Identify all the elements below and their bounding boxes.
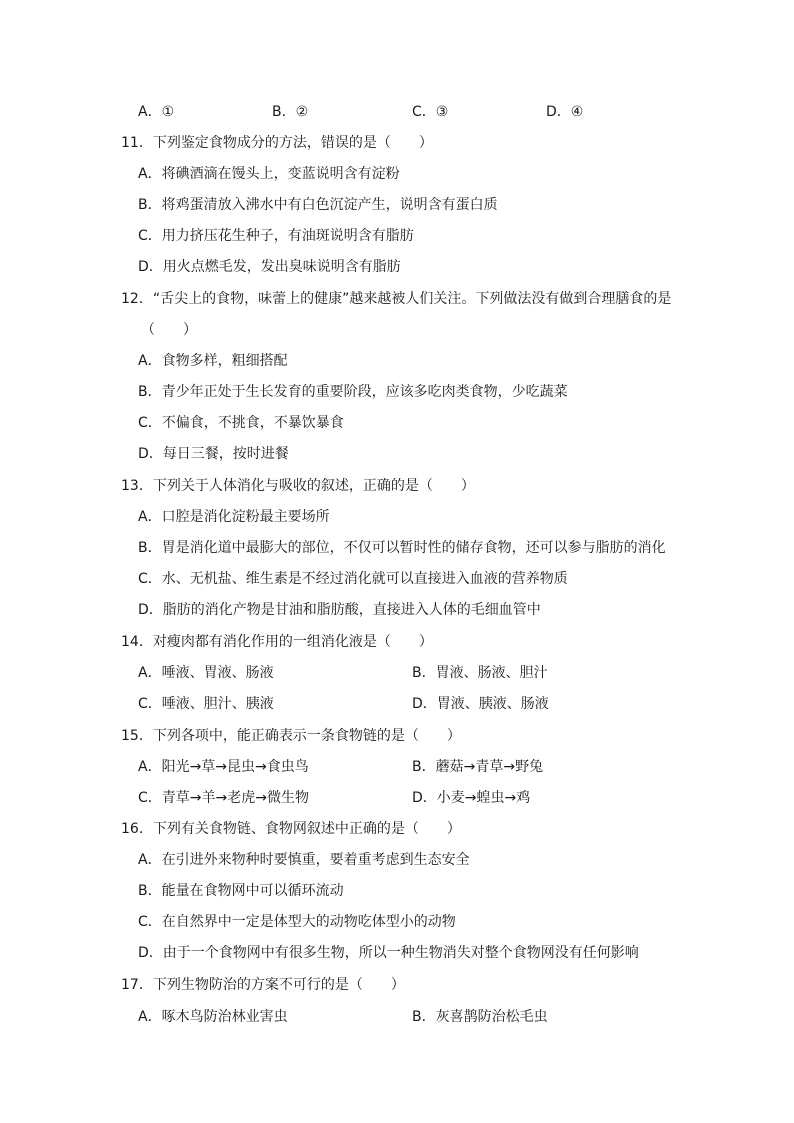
option-a: A．在引进外来物种时要慎重，要着重考虑到生态安全 — [138, 852, 470, 868]
option-a: A．口腔是消化淀粉最主要场所 — [138, 509, 330, 525]
option-c: C．水、无机盐、维生素是不经过消化就可以直接进入血液的营养物质 — [138, 571, 568, 587]
option-d: D．用火点燃毛发，发出臭味说明含有脂肪 — [138, 259, 401, 275]
question-stem: 17．下列生物防治的方案不可行的是（ ） — [121, 977, 405, 993]
option-d: D．每日三餐，按时进餐 — [138, 446, 289, 462]
option-b: B．青少年正处于生长发育的重要阶段，应该多吃肉类食物，少吃蔬菜 — [138, 384, 568, 400]
option-c: C．在自然界中一定是体型大的动物吃体型小的动物 — [138, 914, 456, 930]
option-c: C．唾液、胆汁、胰液 — [138, 696, 274, 712]
option-d: D．小麦→蝗虫→鸡 — [412, 790, 531, 806]
option-b: B．能量在食物网中可以循环流动 — [138, 883, 344, 899]
question-stem-continuation: （ ） — [141, 322, 197, 338]
option-d: D．脂肪的消化产物是甘油和脂肪酸，直接进入人体的毛细血管中 — [138, 602, 541, 618]
question-stem: 15．下列各项中，能正确表示一条食物链的是（ ） — [121, 728, 461, 744]
option-d: D．由于一个食物网中有很多生物，所以一种生物消失对整个食物网没有任何影响 — [138, 945, 639, 961]
option-b: B．灰喜鹊防治松毛虫 — [412, 1009, 548, 1025]
question-stem: 16．下列有关食物链、食物网叙述中正确的是（ ） — [121, 821, 461, 837]
option-c: C．青草→羊→老虎→微生物 — [138, 790, 309, 806]
question-stem: 12．“舌尖上的食物，味蕾上的健康”越来越被人们关注。下列做法没有做到合理膳食的是 — [121, 291, 672, 307]
question-stem: 11．下列鉴定食物成分的方法，错误的是（ ） — [121, 135, 433, 151]
option-b: B．将鸡蛋清放入沸水中有白色沉淀产生，说明含有蛋白质 — [138, 197, 498, 213]
option-a: A．食物多样，粗细搭配 — [138, 353, 288, 369]
option-d: D．④ — [546, 104, 584, 120]
option-a: A．阳光→草→昆虫→食虫鸟 — [138, 759, 309, 775]
option-a: A．① — [138, 104, 175, 120]
option-b: B．蘑菇→青草→野兔 — [412, 759, 544, 775]
option-c: C．用力挤压花生种子，有油斑说明含有脂肪 — [138, 228, 414, 244]
option-c: C．③ — [412, 104, 449, 120]
option-a: A．将碘酒滴在馒头上，变蓝说明含有淀粉 — [138, 166, 400, 182]
option-a: A．唾液、胃液、肠液 — [138, 665, 274, 681]
option-d: D．胃液、胰液、肠液 — [412, 696, 549, 712]
question-stem: 13．下列关于人体消化与吸收的叙述，正确的是（ ） — [121, 478, 475, 494]
option-b: B．胃是消化道中最膨大的部位，不仅可以暂时性的储存食物，还可以参与脂肪的消化 — [138, 540, 666, 556]
option-b: B．胃液、肠液、胆汁 — [412, 665, 548, 681]
option-b: B．② — [272, 104, 309, 120]
option-a: A．啄木鸟防治林业害虫 — [138, 1009, 288, 1025]
question-stem: 14．对瘦肉都有消化作用的一组消化液是（ ） — [121, 634, 433, 650]
option-c: C．不偏食，不挑食，不暴饮暴食 — [138, 415, 344, 431]
